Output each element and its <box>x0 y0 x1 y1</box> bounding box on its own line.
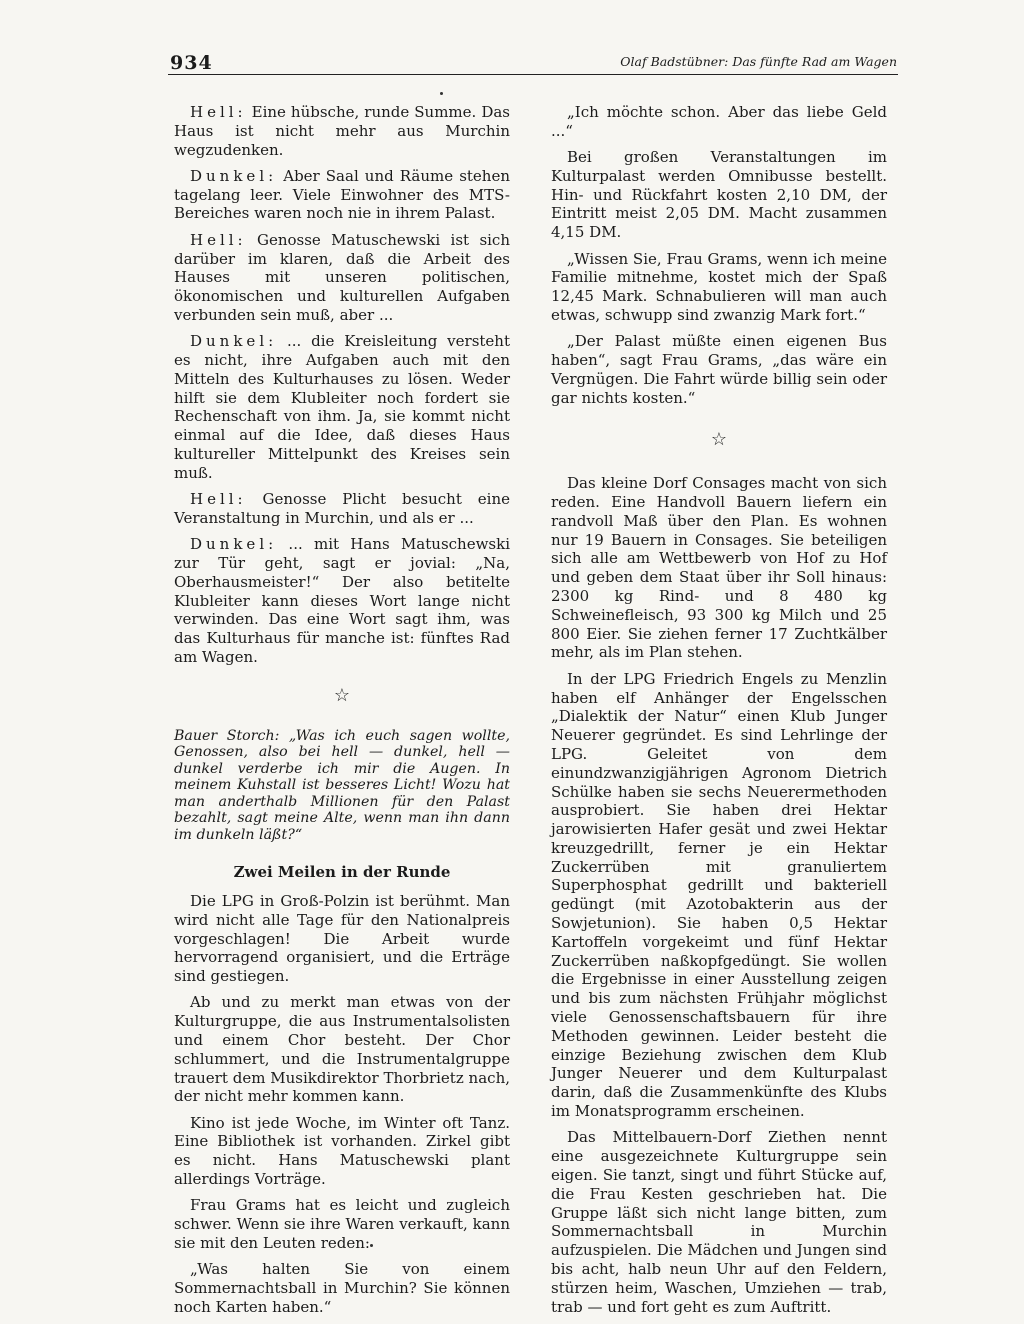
print-speck <box>370 1244 373 1247</box>
speaker-label: Hell: <box>190 103 247 121</box>
print-speck <box>440 92 443 95</box>
star-separator-icon: ☆ <box>333 684 351 706</box>
running-head: Olaf Badstübner: Das fünfte Rad am Wagen <box>620 54 897 69</box>
dialogue-text: Genosse Matuschewski ist sich darüber im klaren, daß die Arbeit des Hauses mit unseren politischen, ökonomischen und kulturellen Aufgaben verbunden sein muß, aber ... <box>174 230 510 324</box>
dialogue-paragraph <box>174 490 510 528</box>
speaker-label: Dunkel: <box>190 535 278 554</box>
dialogue-paragraph <box>174 103 510 159</box>
body-paragraph: In der LPG Friedrich Engels zu Menzlin haben elf Anhänger der Engelsschen „Dialektik der Natur“ einen Klub Junger Neuerer gegründet. Es sind Lehrlinge der LPG. Geleitet von dem einundzwanzigjährigen Agronom Dietrich Schülke haben sie sechs Neuerermethoden ausprobiert. Sie haben drei Hektar jarowisierten Hafer gesät und zwei Hektar kreuzgedrillt, ferner je ein Hektar Zuckerrüben mit granuliertem Superphosphat gedrillt und bakteriell gedüngt (mit Azotobakterin aus der Sowjetunion). Sie haben 0,5 Hektar Kartoffeln vorgekeimt und fünf Hektar Zuckerrüben naßkopfgedüngt. Sie wollen die Ergebnisse in einer Ausstellung zeigen und bis zum nächsten Frühjahr möglichst viele Genossenschaftsbauern für ihre Methoden gewinnen. Leider besteht die einzige Beziehung zwischen dem Klub Junger Neuerer und dem Kulturpalast darin, daß die Zusammenkünfte des Klubs im Monatsprogramm erscheinen. <box>551 669 887 1121</box>
header-rule <box>168 74 898 75</box>
dialogue-paragraph <box>174 535 510 667</box>
dialogue-text: ... mit Hans Matuschewski zur Tür geht, sagt er jovial: „Na, Oberhausmeister!“ Der also betitelte Klubleiter kann dieses Wort lange nicht verwinden. Das eine Wort sagt ihm, was das Kulturhaus für manche ist: fünftes Rad am Wagen. <box>174 535 510 667</box>
right-column <box>551 103 887 1324</box>
speaker-label: Hell: <box>190 490 247 509</box>
dialogue-text: Aber Saal und Räume stehen tagelang leer. Viele Einwohner des MTS-Bereiches waren noch nie in ihrem Palast. <box>174 166 510 223</box>
italic-quote <box>174 728 510 844</box>
dialogue-text: Eine hübsche, runde Summe. Das Haus ist nicht mehr aus Murchin wegzudenken. <box>174 103 510 159</box>
dialogue-text: Genosse Plicht besucht eine Veranstaltung in Murchin, und als er ... <box>174 490 510 527</box>
dialogue-text: ... die Kreisleitung versteht es nicht, ihre Aufgaben auch mit den Mitteln des Kulturhauses zu lösen. Weder hilft sie dem Klubleiter noch fordert sie Rechenschaft von ihm. Ja, sie kommt nicht einmal auf die Idee, daß dieses Haus kultureller Mittelpunkt des Kreises sein muß. <box>174 332 510 482</box>
body-paragraph: Das kleine Dorf Consages macht von sich reden. Eine Handvoll Bauern liefern ein randvoll Maß über den Plan. Es wohnen nur 19 Bauern in Consages. Sie beteiligen sich alle am Wettbewerb von Hof zu Hof und geben dem Staat über ihr Soll hinaus: 2300 kg Rind- und 8 480 kg Schweinefleisch, 93 300 kg Milch und 25 800 Eier. Sie ziehen ferner 17 Zuchtkälber mehr, als im Plan stehen. <box>551 474 887 662</box>
body-paragraph: Bei großen Veranstaltungen im Kulturpalast werden Omnibusse bestellt. Hin- und Rückfahrt kosten 2,10 DM, der Eintritt meist 2,05 DM. Macht zusammen 4,15 DM. <box>551 148 887 242</box>
speaker-label: Dunkel: <box>190 332 278 351</box>
section-title: Zwei Meilen in der Runde <box>233 863 451 882</box>
body-paragraph: „Ich möchte schon. Aber das liebe Geld ...“ <box>551 103 887 140</box>
body-paragraph: „Der Palast müßte einen eigenen Bus haben“, sagt Frau Grams, „das wäre ein Vergnügen. Die Fahrt würde billig sein oder gar nichts kosten.“ <box>551 332 887 407</box>
speaker-label: Dunkel: <box>190 166 278 185</box>
dialogue-paragraph <box>174 332 510 482</box>
page-number: 934 <box>170 52 213 74</box>
dialogue-paragraph <box>174 231 510 325</box>
quote-text: Bauer Storch: „Was ich euch sagen wollte, Genossen, also bei hell — dunkel, hell — dunkel verderbe ich mir die Augen. In meinem Kuhstall ist besseres Licht! Wozu hat man anderthalb Millionen für den Palast bezahlt, sagt meine Alte, wenn man ihn dann im dunkeln läßt?“ <box>174 727 510 843</box>
dialogue-paragraph <box>174 167 510 223</box>
body-paragraph: „Wissen Sie, Frau Grams, wenn ich meine Familie mitnehme, kostet mich der Spaß 12,45 Mark. Schnabulieren will man auch etwas, schwupp sind zwanzig Mark fort.“ <box>551 249 887 324</box>
body-paragraph: Das Mittelbauern-Dorf Ziethen nennt eine ausgezeichnete Kulturgruppe sein eigen. Sie tanzt, singt und führt Stücke auf, die Frau Kesten geschrieben hat. Die Gruppe läßt sich nicht lange bitten, zum Sommernachtsball in Murchin aufzuspielen. Die Mädchen und Jungen sind bis acht, halb neun Uhr auf den Feldern, stürzen heim, Waschen, Umziehen — trab, trab — und fort geht es zum Auftritt. <box>551 1128 887 1316</box>
body-paragraph: Frau Grams hat es leicht und zugleich schwer. Wenn sie ihre Waren verkauft, kann sie mit den Leuten reden: <box>174 1196 510 1252</box>
star-separator-icon: ☆ <box>710 429 728 451</box>
body-paragraph: „Was halten Sie von einem Sommernachtsball in Murchin? Sie können noch Karten haben.“ <box>174 1260 510 1316</box>
left-column <box>174 103 510 1324</box>
body-paragraph: Ab und zu merkt man etwas von der Kulturgruppe, die aus Instrumentalsolisten und einem Chor besteht. Der Chor schlummert, und die Instrumentalgruppe trauert dem Musikdirektor Thorbrietz nach, der nicht mehr kommen kann. <box>174 993 510 1106</box>
body-paragraph: Die LPG in Groß-Polzin ist berühmt. Man wird nicht alle Tage für den Nationalpreis vorgeschlagen! Die Arbeit wurde hervorragend organisiert, und die Erträge sind gestiegen. <box>174 891 510 986</box>
body-paragraph: Kino ist jede Woche, im Winter oft Tanz. Eine Bibliothek ist vorhanden. Zirkel gibt es nicht. Hans Matuschewski plant allerdings Vorträge. <box>174 1113 510 1189</box>
speaker-label: Hell: <box>190 230 247 249</box>
